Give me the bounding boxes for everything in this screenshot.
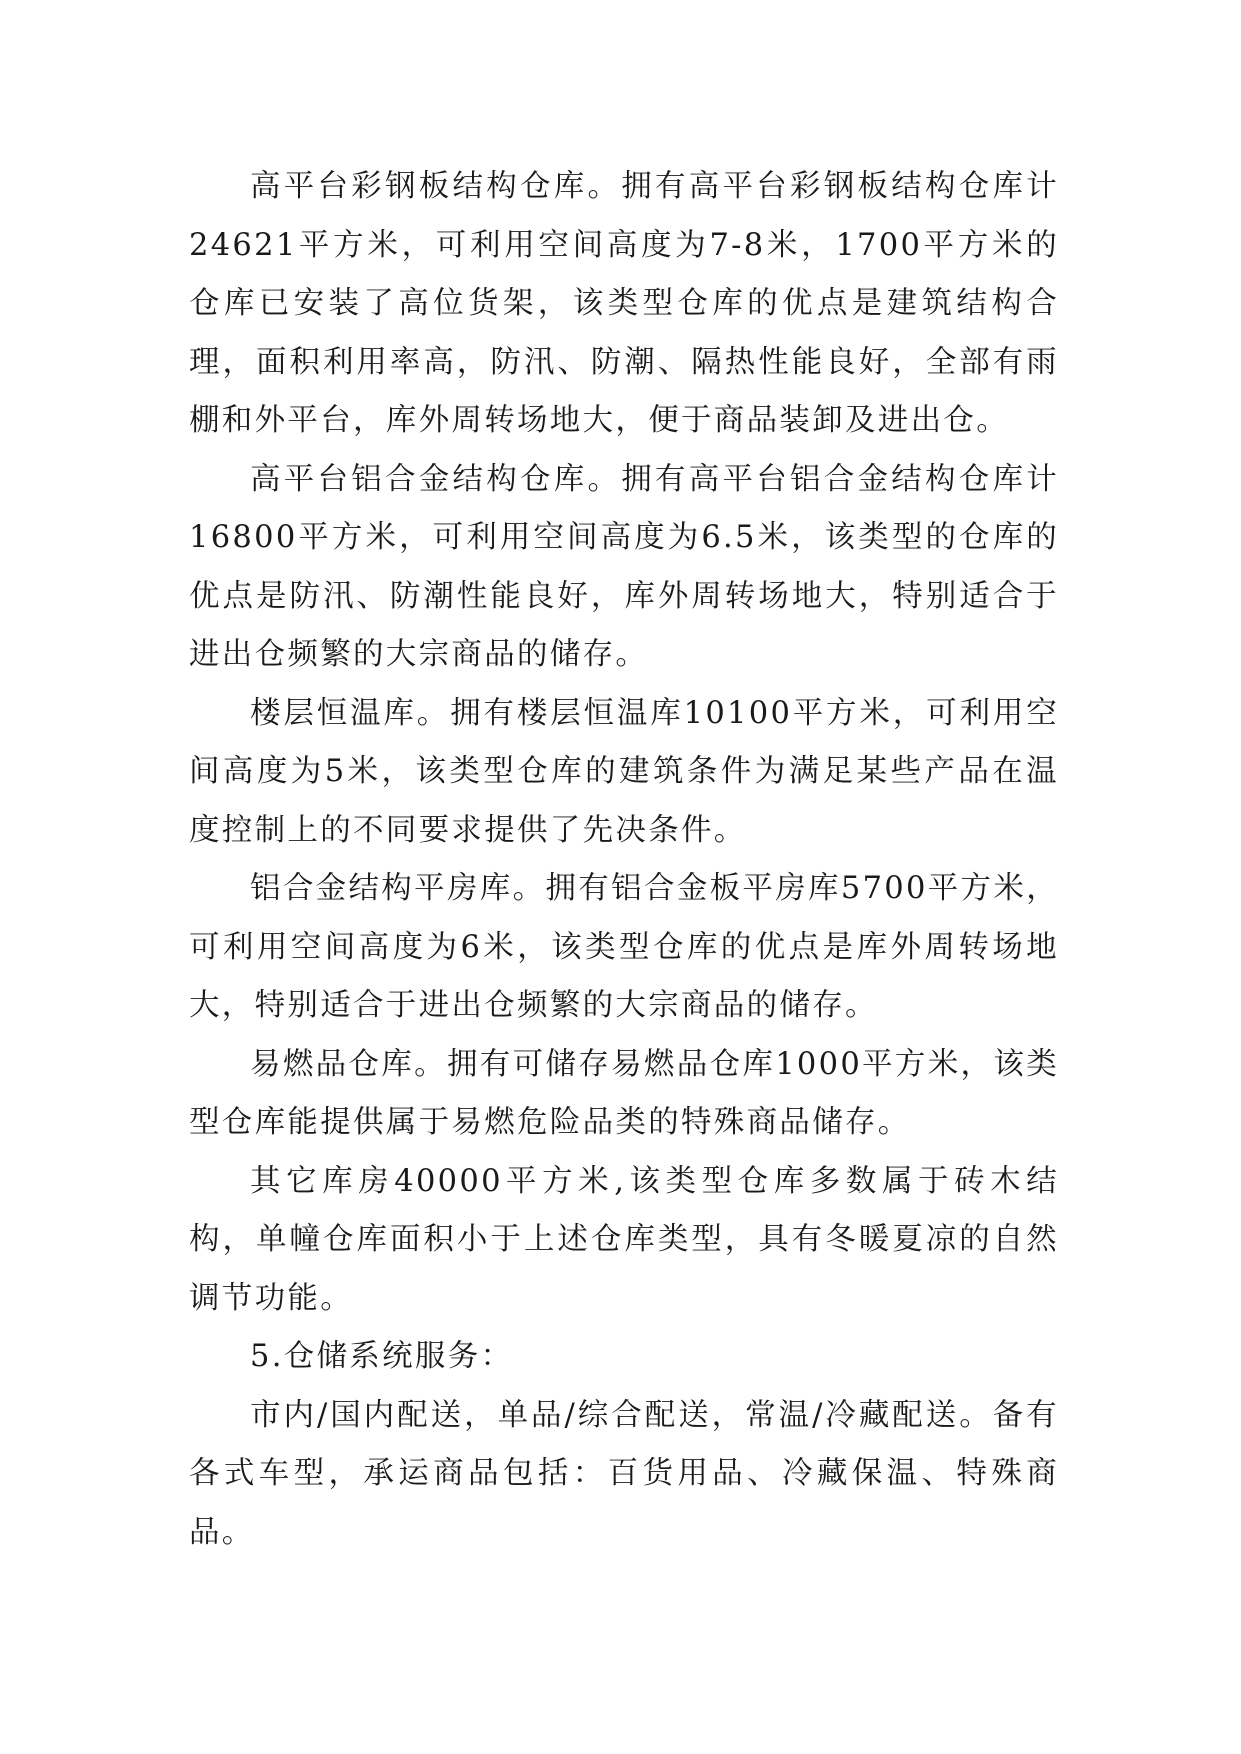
document-body [189,158,1059,1562]
paragraph-aluminum-alloy-warehouse: 高平台铝合金结构仓库。拥有高平台铝合金结构仓库计16800平方米，可利用空间高度为6.5米，该类型的仓库的优点是防汛、防潮性能良好，库外周转场地大，特别适合于进出仓频繁的大宗商品的储存。 [189,461,1059,672]
paragraph-delivery-services: 市内/国内配送，单品/综合配送，常温/冷藏配送。备有各式车型，承运商品包括：百货用品、冷藏保温、特殊商品。 [189,1397,1059,1550]
paragraph-other-warehouses: 其它库房40000平方米,该类型仓库多数属于砖木结构，单幢仓库面积小于上述仓库类型，具有冬暖夏凉的自然调节功能。 [189,1163,1059,1316]
paragraph-color-steel-warehouse: 高平台彩钢板结构仓库。拥有高平台彩钢板结构仓库计24621平方米，可利用空间高度为7-8米，1700平方米的仓库已安装了高位货架，该类型仓库的优点是建筑结构合理，面积利用率高，防汛、防潮、隔热性能良好，全部有雨棚和外平台，库外周转场地大，便于商品装卸及进出仓。 [189,169,1059,438]
section-heading-storage-services: 5.仓储系统服务： [250,1339,514,1374]
paragraph-constant-temperature-warehouse: 楼层恒温库。拥有楼层恒温库10100平方米，可利用空间高度为5米，该类型仓库的建筑条件为满足某些产品在温度控制上的不同要求提供了先决条件。 [189,695,1059,848]
paragraph-aluminum-single-storey-warehouse: 铝合金结构平房库。拥有铝合金板平房库5700平方米，可利用空间高度为6米，该类型仓库的优点是库外周转场地大，特别适合于进出仓频繁的大宗商品的储存。 [189,871,1059,1023]
paragraph-flammables-warehouse: 易燃品仓库。拥有可储存易燃品仓库1000平方米，该类型仓库能提供属于易燃危险品类的特殊商品储存。 [189,1046,1059,1140]
